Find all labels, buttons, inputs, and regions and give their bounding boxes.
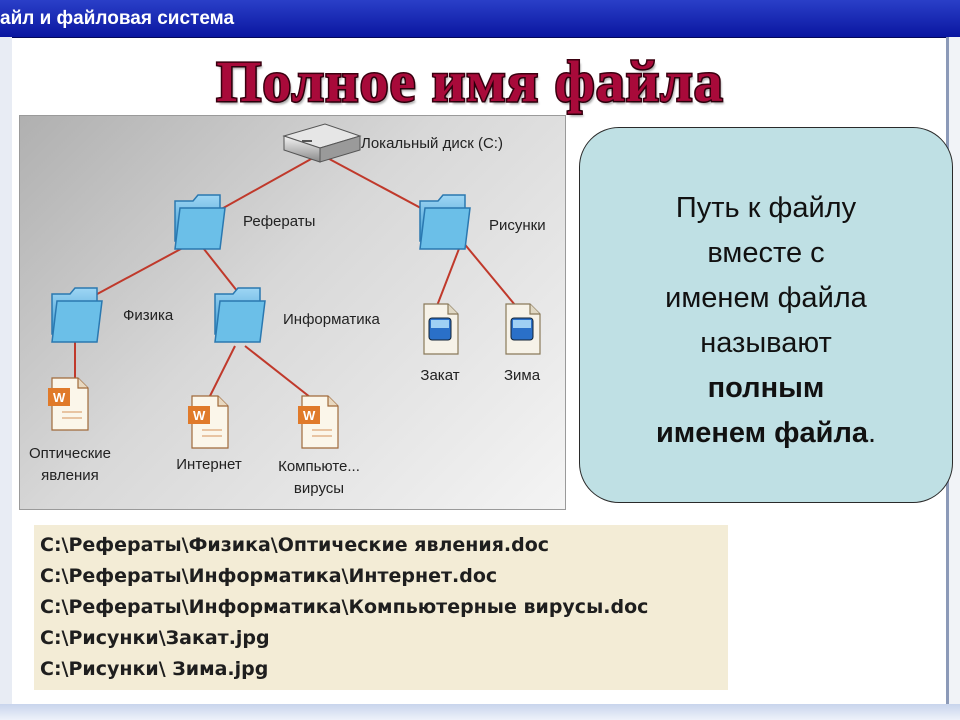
svg-text:W: W xyxy=(53,390,66,405)
definition-bold-2: именем файла xyxy=(655,417,868,449)
svg-text:W: W xyxy=(193,408,206,423)
frame-bottom xyxy=(0,704,960,720)
folder-icon xyxy=(175,195,225,249)
path-item: C:\Рисунки\Закат.jpg xyxy=(40,627,270,649)
folder-label-risunki: Рисунки xyxy=(489,217,546,234)
folder-icon xyxy=(215,288,265,342)
folder-label-informatika: Информатика xyxy=(283,311,380,328)
file-label-internet: Интернет xyxy=(176,456,242,473)
frame-left xyxy=(0,37,12,720)
file-label-opticheskie: Оптические явления xyxy=(29,445,111,484)
definition-line-2: вместе с xyxy=(707,237,825,269)
svg-text:W: W xyxy=(303,408,316,423)
definition-bold-1: полным xyxy=(707,372,825,404)
definition-period: . xyxy=(868,417,877,449)
folder-label-fizika: Физика xyxy=(123,307,174,324)
word-document-icon xyxy=(188,396,228,448)
path-item: C:\Рефераты\Информатика\Интернет.doc xyxy=(40,565,498,587)
path-item: C:\Рефераты\Информатика\Компьютерные вирусы.doc xyxy=(40,596,649,618)
hard-drive-icon xyxy=(284,124,360,162)
tree-root-label: Локальный диск (C:) xyxy=(361,135,503,152)
definition-callout xyxy=(579,127,953,503)
definition-text xyxy=(580,186,952,456)
header-title: айл и файловая система xyxy=(0,8,235,29)
image-file-icon xyxy=(424,304,458,354)
file-label-kompyutery: Компьюте... вирусы xyxy=(278,458,360,497)
slide-title: Полное имя файла xyxy=(216,49,724,114)
file-tree-diagram xyxy=(19,115,566,510)
tree-connectors xyxy=(75,154,520,401)
definition-line-6 xyxy=(580,411,952,456)
definition-line-4: называют xyxy=(700,327,832,359)
file-label-zakat: Закат xyxy=(420,367,460,384)
definition-line-1: Путь к файлу xyxy=(675,192,857,224)
full-path-list xyxy=(34,525,728,690)
folder-label-referaty: Рефераты xyxy=(243,213,316,230)
word-document-icon xyxy=(298,396,338,448)
image-file-icon xyxy=(506,304,540,354)
file-label-zima: Зима xyxy=(503,367,541,384)
header-bar xyxy=(0,0,960,38)
definition-line-3: именем файла xyxy=(665,282,867,314)
path-item: C:\Рефераты\Физика\Оптические явления.doc xyxy=(40,534,550,556)
path-item: C:\Рисунки\ Зима.jpg xyxy=(40,658,269,680)
folder-icon xyxy=(420,195,470,249)
folder-icon xyxy=(52,288,102,342)
word-document-icon xyxy=(48,378,88,430)
